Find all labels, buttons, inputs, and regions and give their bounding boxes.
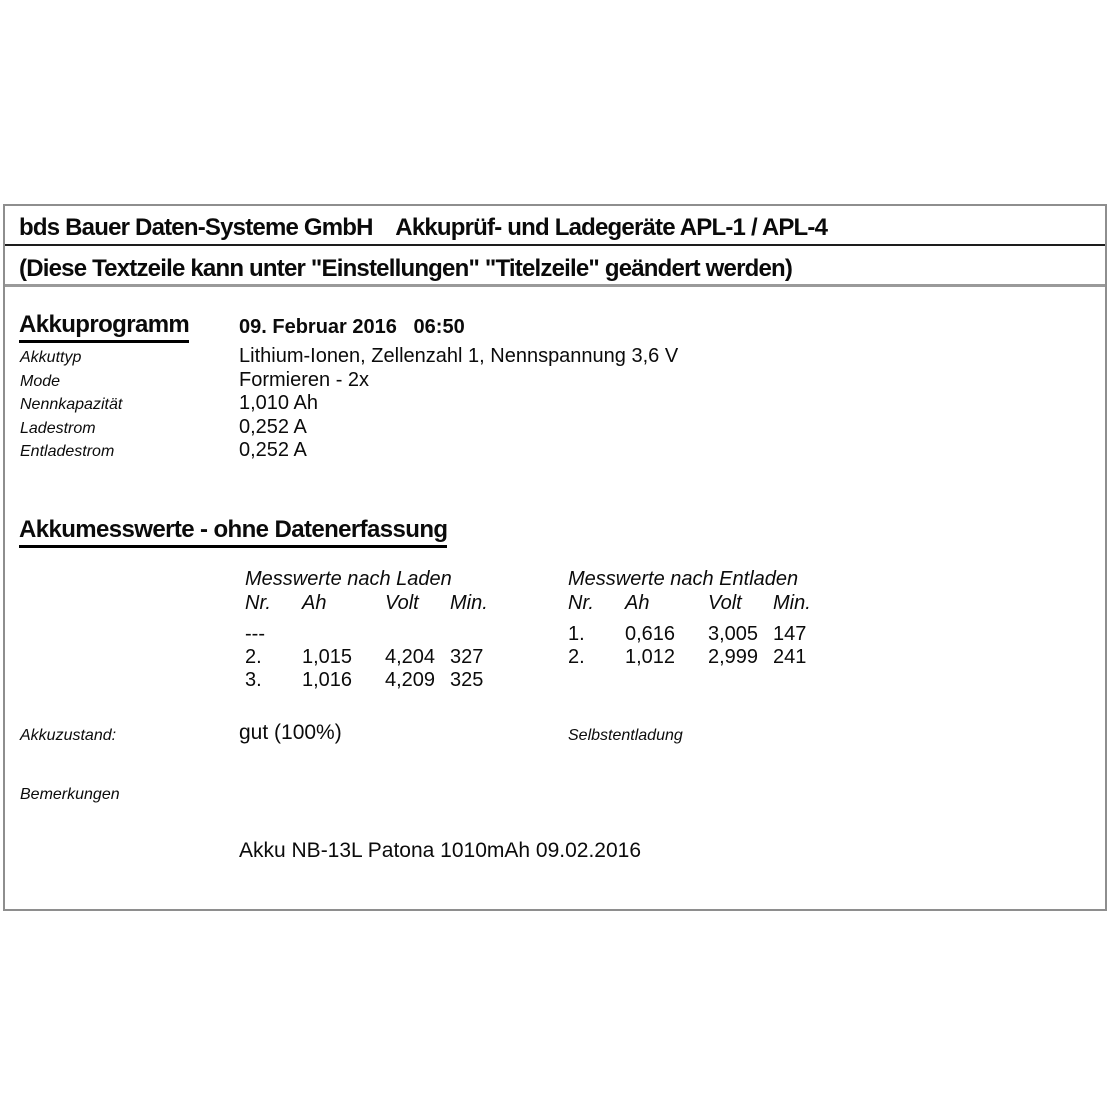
cell-volt: 4,209 [385, 669, 436, 691]
program-fields [5, 345, 1105, 463]
cell-volt: 4,204 [385, 646, 436, 668]
program-datetime: 09. Februar 2016 06:50 [239, 316, 465, 338]
cell-volt: 2,999 [708, 646, 759, 668]
column-header-nr: Nr. [568, 592, 594, 614]
cell-volt [385, 623, 450, 646]
charge-table-title: Messwerte nach Laden [245, 568, 452, 590]
charge-table [245, 568, 545, 692]
cell-ah: 1,012 [625, 646, 676, 668]
title-divider-2 [5, 284, 1105, 287]
report-title-line1: bds Bauer Daten-Systeme GmbH Akkuprüf- und Ladegeräte APL-1 / APL-4 [19, 214, 828, 241]
report-title-line2: (Diese Textzeile kann unter "Einstellungen" "Titelzeile" geändert werden) [19, 255, 793, 282]
table-row [568, 623, 868, 646]
field-row-nennkapazitaet [5, 392, 1105, 416]
self-discharge-label: Selbstentladung [568, 727, 683, 744]
field-label: Ladestrom [20, 419, 96, 437]
field-row-mode [5, 369, 1105, 393]
program-section-heading: Akkuprogramm [19, 311, 189, 343]
field-label: Entladestrom [20, 443, 115, 461]
remarks-label: Bemerkungen [20, 786, 120, 803]
column-header-min: Min. [450, 592, 488, 614]
table-row [245, 646, 545, 669]
remarks-note: Akku NB-13L Patona 1010mAh 09.02.2016 [239, 839, 642, 862]
cell-min: 327 [450, 646, 484, 668]
cell-nr: 1. [568, 623, 585, 645]
column-header-ah: Ah [625, 592, 650, 614]
field-row-entladestrom [5, 439, 1105, 463]
measurements-section-heading: Akkumesswerte - ohne Datenerfassung [19, 516, 447, 548]
cell-ah: 1,015 [302, 646, 353, 668]
cell-ah: 1,016 [302, 669, 353, 691]
discharge-table-title: Messwerte nach Entladen [568, 568, 799, 590]
charge-table-body [245, 623, 545, 692]
field-value: 1,010 Ah [239, 392, 318, 415]
field-label: Nennkapazität [20, 396, 123, 414]
column-header-volt: Volt [385, 592, 419, 614]
report-frame [3, 204, 1107, 911]
table-row [245, 623, 545, 646]
field-row-akkutyp [5, 345, 1105, 369]
field-value: 0,252 A [239, 439, 307, 462]
column-header-volt: Volt [708, 592, 742, 614]
charge-table-header [245, 592, 545, 617]
cell-nr: --- [245, 623, 265, 645]
column-header-min: Min. [773, 592, 811, 614]
field-label: Mode [20, 372, 61, 390]
discharge-table-body [568, 623, 868, 669]
cell-min [450, 623, 510, 646]
table-row [568, 646, 868, 669]
cell-nr: 3. [245, 669, 262, 691]
field-value: 0,252 A [239, 415, 307, 438]
cell-min: 325 [450, 669, 484, 691]
battery-state-value: gut (100%) [239, 721, 342, 744]
field-value: Lithium-Ionen, Zellenzahl 1, Nennspannung 3,6 V [239, 345, 679, 367]
cell-min: 241 [773, 646, 807, 668]
field-value: Formieren - 2x [239, 368, 370, 391]
battery-state-label: Akkuzustand: [20, 727, 117, 744]
title-divider-1 [5, 244, 1105, 246]
discharge-table-header [568, 592, 868, 617]
field-row-ladestrom [5, 416, 1105, 440]
cell-nr: 2. [568, 646, 585, 668]
column-header-ah: Ah [302, 592, 327, 614]
column-header-nr: Nr. [245, 592, 271, 614]
cell-nr: 2. [245, 646, 262, 668]
cell-min: 147 [773, 623, 807, 645]
cell-ah: 0,616 [625, 623, 676, 645]
field-label: Akkuttyp [20, 349, 82, 366]
cell-ah [302, 623, 385, 646]
table-row [245, 669, 545, 692]
discharge-table [568, 568, 868, 669]
cell-volt: 3,005 [708, 623, 759, 645]
